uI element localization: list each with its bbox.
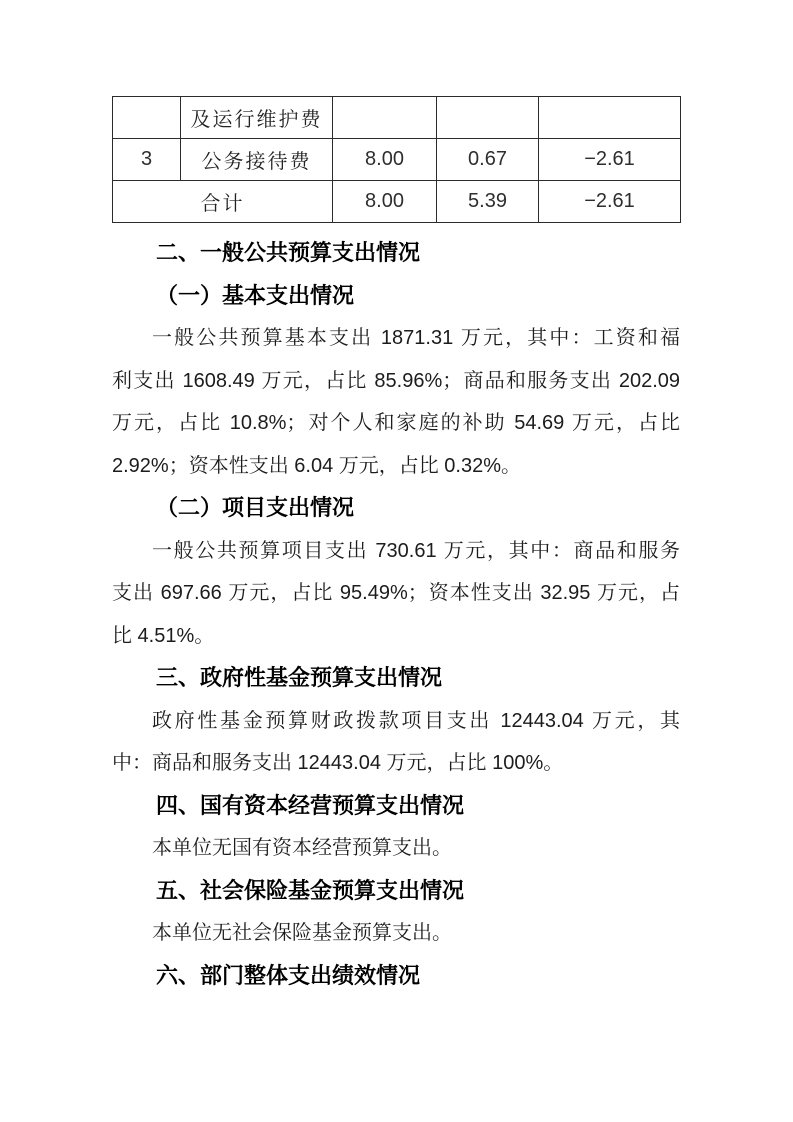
paragraph-gov-fund-line: 中：商品和服务支出 12443.04 万元，占比 100%。 — [112, 752, 564, 774]
paragraph-project-expenditure-line: 一般公共预算项目支出 730.61 万元，其中：商品和服务 — [152, 539, 680, 562]
paragraph-state-capital: 本单位无国有资本经营预算支出。 — [152, 837, 452, 859]
paragraph-basic-expenditure-line: 利支出 1608.49 万元，占比 85.96%；商品和服务支出 202.09 — [112, 369, 680, 392]
table-cell-actual — [437, 97, 539, 139]
paragraph-basic-expenditure-line: 2.92%；资本性支出 6.04 万元，占比 0.32%。 — [112, 454, 522, 477]
table-cell-diff — [539, 97, 681, 139]
table-cell-budget: 8.00 — [333, 139, 437, 181]
table-row-total — [113, 181, 681, 223]
heading-section-4-state-capital: 四、国有资本经营预算支出情况 — [156, 792, 465, 818]
heading-project-expenditure: （二）项目支出情况 — [156, 495, 355, 520]
table-cell-item: 公务接待费 — [181, 139, 333, 181]
paragraph-project-expenditure-line: 支出 697.66 万元，占比 95.49%；资本性支出 32.95 万元，占 — [112, 582, 680, 604]
heading-section-5-social-insurance: 五、社会保险基金预算支出情况 — [156, 877, 465, 903]
table-cell-diff: −2.61 — [539, 181, 681, 223]
table-row — [113, 139, 681, 181]
table-cell-budget: 8.00 — [333, 181, 437, 223]
heading-section-6-performance: 六、部门整体支出绩效情况 — [156, 962, 421, 988]
paragraph-basic-expenditure-line: 一般公共预算基本支出 1871.31 万元，其中：工资和福 — [152, 327, 680, 349]
table-cell-index: 3 — [113, 139, 181, 181]
paragraph-basic-expenditure-line: 万元，占比 10.8%；对个人和家庭的补助 54.69 万元，占比 — [112, 412, 680, 434]
paragraph-project-expenditure-line: 比 4.51%。 — [112, 624, 215, 647]
heading-section-3-gov-fund: 三、政府性基金预算支出情况 — [156, 665, 443, 690]
heading-section-2-general-budget: 二、一般公共预算支出情况 — [156, 240, 421, 265]
table-row — [113, 97, 681, 139]
table-cell-index — [113, 97, 181, 139]
table-cell-budget — [333, 97, 437, 139]
paragraph-gov-fund-line: 政府性基金预算财政拨款项目支出 12443.04 万元，其 — [152, 709, 680, 732]
budget-table — [112, 96, 681, 223]
paragraph-social-insurance: 本单位无社会保险基金预算支出。 — [152, 922, 452, 944]
heading-basic-expenditure: （一）基本支出情况 — [156, 282, 355, 308]
table-cell-total-label: 合计 — [113, 181, 333, 223]
table-cell-diff: −2.61 — [539, 139, 681, 181]
table-cell-item: 及运行维护费 — [181, 97, 333, 139]
table-cell-actual: 5.39 — [437, 181, 539, 223]
document-body — [112, 232, 680, 997]
table-cell-actual: 0.67 — [437, 139, 539, 181]
